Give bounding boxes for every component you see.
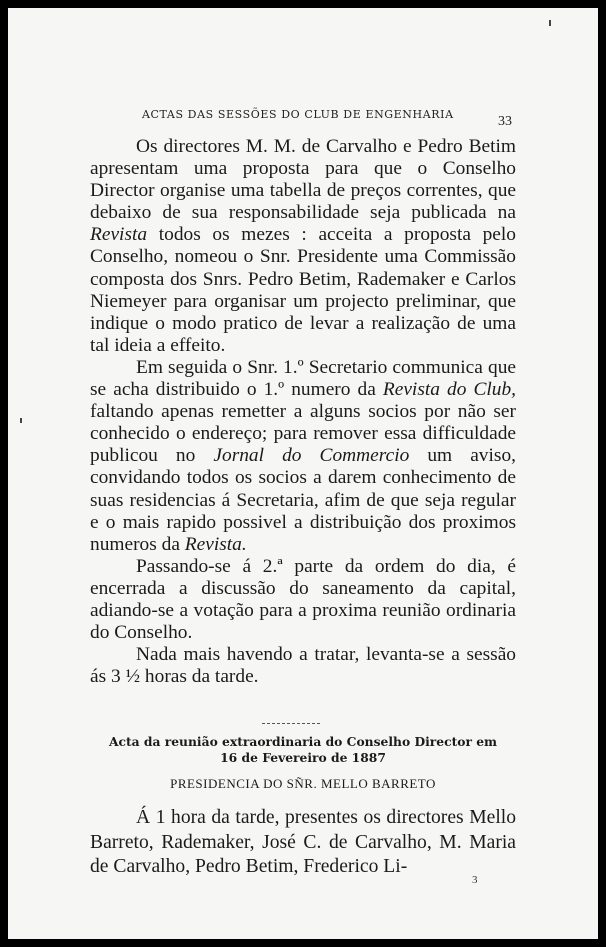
body-paragraph xyxy=(90,357,516,556)
text-segment: Em seguida o Snr. 1.º Secretario communica que se acha distribuido o 1.º numero da xyxy=(90,356,516,401)
section-divider xyxy=(262,723,320,724)
body-paragraph xyxy=(90,644,516,688)
text-segment: faltando apenas remetter a alguns socios por não ser conhecido o endereço; para remover essa difficuldade publicou no xyxy=(90,401,516,467)
minutes-body xyxy=(90,136,516,688)
acta-title xyxy=(90,734,516,766)
text-segment: todos os mezes : acceita a proposta pelo Conselho, nomeou o Snr. Presidente uma Commissão composta dos Snrs. Pedro Betim, Rademaker e Carlos Niemeyer para organisar um projecto preliminar, que indique o modo pratico de levar a realização de uma tal ideia a effeito. xyxy=(90,224,516,356)
text-segment: um aviso, convidando todos os socios a darem conhecimento de suas residencias á Secretaria, afim de que seja regular e o mais rapido possivel a distribuição dos proximos numeros da xyxy=(90,445,516,555)
presidency-heading: PRESIDENCIA DO SÑR. MELLO BARRETO xyxy=(170,776,436,791)
italic-text: Jornal do Commercio xyxy=(213,445,410,467)
body-paragraph xyxy=(90,136,516,357)
scan-mark xyxy=(549,20,551,26)
page-number: 33 xyxy=(498,114,512,129)
italic-text: Revista xyxy=(90,224,148,246)
text-segment: Nada mais havendo a tratar, levanta-se a sessão ás 3 ½ horas da tarde. xyxy=(90,644,516,688)
text-segment: Os directores M. M. de Carvalho e Pedro Betim apresentam uma proposta para que o Conselho Director organise uma tabella de preços correntes, que debaixo de sua responsabilidade seja publicada na xyxy=(90,136,516,224)
scan-mark xyxy=(20,418,22,423)
italic-text: Revista. xyxy=(184,533,247,555)
acta-title-line2: 16 de Fevereiro de 1887 xyxy=(220,750,386,765)
acta-title-line1: Acta da reunião extraordinaria do Conselho Director em xyxy=(108,734,498,749)
text-segment: Passando-se á 2.ª parte da ordem do dia, é encerrada a discussão do saneamento da capital, adiando-se a votação para a proxima reunião ordinaria do Conselho. xyxy=(90,555,516,644)
body-paragraph xyxy=(90,556,516,644)
document-page xyxy=(8,8,598,939)
running-head: ACTAS DAS SESSÕES DO CLUB DE ENGENHARIA xyxy=(142,108,454,121)
signature-mark: 3 xyxy=(472,874,478,886)
acta-paragraph: Á 1 hora da tarde, presentes os directores Mello Barreto, Rademaker, José C. de Carvalho, M. Maria de Carvalho, Pedro Betim, Frederico Li- xyxy=(90,807,516,877)
italic-text: Revista do Club, xyxy=(382,379,517,401)
acta-body xyxy=(90,806,516,880)
